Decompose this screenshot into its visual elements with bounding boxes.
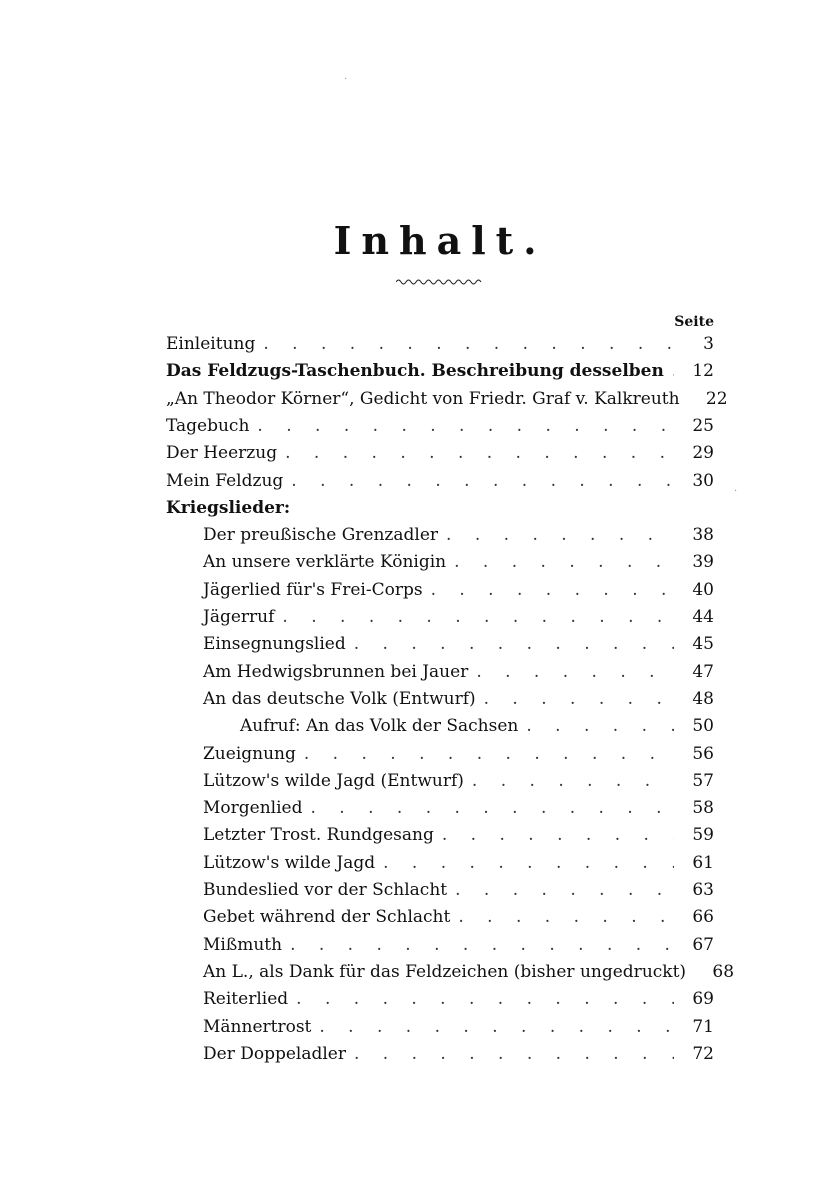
- toc-entry: [203, 958, 735, 986]
- toc-entry: [203, 767, 714, 795]
- leader-dots: [290, 931, 674, 959]
- toc-entry: [166, 385, 728, 413]
- toc-entry-title: Reiterlied: [203, 989, 289, 1010]
- toc-entry: [240, 712, 714, 740]
- toc-entry-title: Am Hedwigsbrunnen bei Jauer: [203, 661, 469, 682]
- page-title: Inhalt.: [333, 218, 547, 263]
- toc-entry: [203, 548, 714, 576]
- toc-entry: [203, 794, 714, 822]
- leader-dots: [672, 357, 674, 385]
- toc-entry-title: Lützow's wilde Jagd (Entwurf): [203, 770, 464, 791]
- toc-entry-title: „An Theodor Körner“, Gedicht von Friedr. Graf v. Kalkreuth: [166, 388, 680, 409]
- toc-entry-page-number: 38: [692, 525, 714, 546]
- toc-entry: [203, 658, 714, 686]
- toc-entry-title: Mißmuth: [203, 934, 283, 955]
- toc-entry-page-number: 3: [703, 334, 714, 354]
- toc-entry: [166, 467, 714, 495]
- toc-entry-title: Bundeslied vor der Schlacht: [203, 880, 448, 900]
- toc-entry-page-number: 40: [692, 579, 714, 600]
- toc-entry-page-number: 47: [692, 661, 714, 682]
- toc-entry-title: Der preußische Grenzadler: [203, 525, 439, 546]
- toc-entry-page-number: 29: [692, 443, 714, 464]
- leader-dots: [282, 603, 674, 631]
- leader-dots: [472, 767, 674, 795]
- toc-entry-page-number: 25: [692, 415, 714, 436]
- toc-entry-title: Männertrost: [203, 1016, 312, 1037]
- toc-entry-page-number: 61: [692, 852, 714, 873]
- toc-entry-title: Letzter Trost. Rundgesang: [203, 825, 434, 846]
- toc-entry-page-number: 44: [692, 607, 714, 627]
- toc-entry-title: Gebet während der Schlacht: [203, 907, 451, 928]
- leader-dots: [354, 630, 674, 658]
- leader-dots: [319, 1013, 674, 1041]
- toc-entry-page-number: 39: [692, 552, 714, 573]
- toc-entry-title: Der Heerzug: [166, 443, 278, 464]
- toc-entry: [203, 1013, 714, 1041]
- toc-entry: [203, 876, 714, 904]
- toc-entry-page-number: 50: [692, 716, 714, 737]
- leader-dots: [455, 876, 674, 904]
- scan-speck: ·: [344, 74, 348, 85]
- toc-entry: [166, 330, 714, 358]
- leader-dots: [383, 849, 674, 877]
- leader-dots: [484, 685, 674, 713]
- leader-dots: [291, 467, 674, 495]
- toc-entry-title: Zueignung: [203, 743, 296, 764]
- toc-entry: [203, 821, 714, 849]
- toc-entry-page-number: 48: [692, 688, 714, 709]
- leader-dots: [431, 576, 674, 604]
- toc-entry-title: Der Doppeladler: [203, 1043, 346, 1064]
- toc-entry-page-number: 63: [692, 880, 714, 900]
- toc-entry-title: Jägerlied für's Frei-Corps: [203, 579, 423, 600]
- leader-dots: [442, 821, 674, 849]
- toc-entry: [166, 412, 714, 440]
- toc-entry-title: Lützow's wilde Jagd: [203, 852, 376, 873]
- leader-dots: [263, 330, 674, 358]
- toc-entry-title: Kriegslieder:: [166, 497, 291, 518]
- toc-entry-page-number: 22: [705, 388, 728, 409]
- toc-entry: [203, 521, 714, 549]
- toc-entry-page-number: 56: [692, 743, 714, 764]
- toc-entry: [203, 849, 714, 877]
- toc-entry-title: Einleitung: [166, 334, 256, 354]
- toc-entry-page-number: 58: [692, 798, 714, 819]
- page-column-header: Seite: [674, 314, 714, 330]
- toc-entry-title: Jägerruf: [203, 607, 275, 627]
- toc-entry-title: Morgenlied: [203, 798, 303, 819]
- toc-entry-title: An das deutsche Volk (Entwurf): [203, 688, 476, 709]
- toc-entry-page-number: 45: [692, 634, 714, 655]
- toc-entry-page-number: 66: [692, 907, 714, 928]
- toc-entry-page-number: 12: [692, 361, 714, 382]
- toc-entry: [203, 903, 714, 931]
- toc-entry: [203, 630, 714, 658]
- toc-entry: [203, 603, 714, 631]
- toc-entry-page-number: 67: [692, 934, 714, 955]
- leader-dots: [310, 794, 674, 822]
- scan-speck: ·: [734, 486, 738, 497]
- toc-entry-title: An unsere verklärte Königin: [203, 552, 447, 573]
- toc-entry-title: Aufruf: An das Volk der Sachsen: [240, 716, 519, 737]
- leader-dots: [304, 740, 674, 768]
- toc-entry: [203, 931, 714, 959]
- toc-entry: [203, 740, 714, 768]
- leader-dots: [296, 985, 674, 1013]
- toc-entry-page-number: 69: [692, 989, 714, 1010]
- toc-entry-title: An L., als Dank für das Feldzeichen (bisher ungedruckt): [203, 961, 687, 982]
- toc-entry: [166, 357, 714, 385]
- toc-entry: [166, 439, 714, 467]
- leader-dots: [446, 521, 674, 549]
- toc-entry-title: Einsegnungslied: [203, 634, 346, 655]
- toc-entry-page-number: 72: [692, 1043, 714, 1064]
- toc-entry-title: Tagebuch: [166, 415, 250, 436]
- toc-entry-title: Das Feldzugs-Taschenbuch. Beschreibung desselben: [166, 361, 664, 382]
- toc-entry-page-number: 30: [692, 470, 714, 491]
- toc-entry-page-number: 59: [692, 825, 714, 846]
- toc-entry: [203, 685, 714, 713]
- leader-dots: [458, 903, 674, 931]
- toc-entry-page-number: 68: [712, 961, 735, 982]
- toc-entry: [203, 576, 714, 604]
- toc-entry-page-number: 71: [692, 1016, 714, 1037]
- toc-entry: [203, 1040, 714, 1068]
- leader-dots: [476, 658, 674, 686]
- toc-section-heading: [166, 494, 714, 522]
- toc-entry-page-number: 57: [692, 770, 714, 791]
- leader-dots: [354, 1040, 674, 1068]
- leader-dots: [454, 548, 674, 576]
- toc-entry: [203, 985, 714, 1013]
- leader-dots: [526, 712, 674, 740]
- leader-dots: [257, 412, 674, 440]
- wavy-ornament-icon: [396, 278, 482, 286]
- toc-entry-title: Mein Feldzug: [166, 470, 284, 491]
- leader-dots: [285, 439, 674, 467]
